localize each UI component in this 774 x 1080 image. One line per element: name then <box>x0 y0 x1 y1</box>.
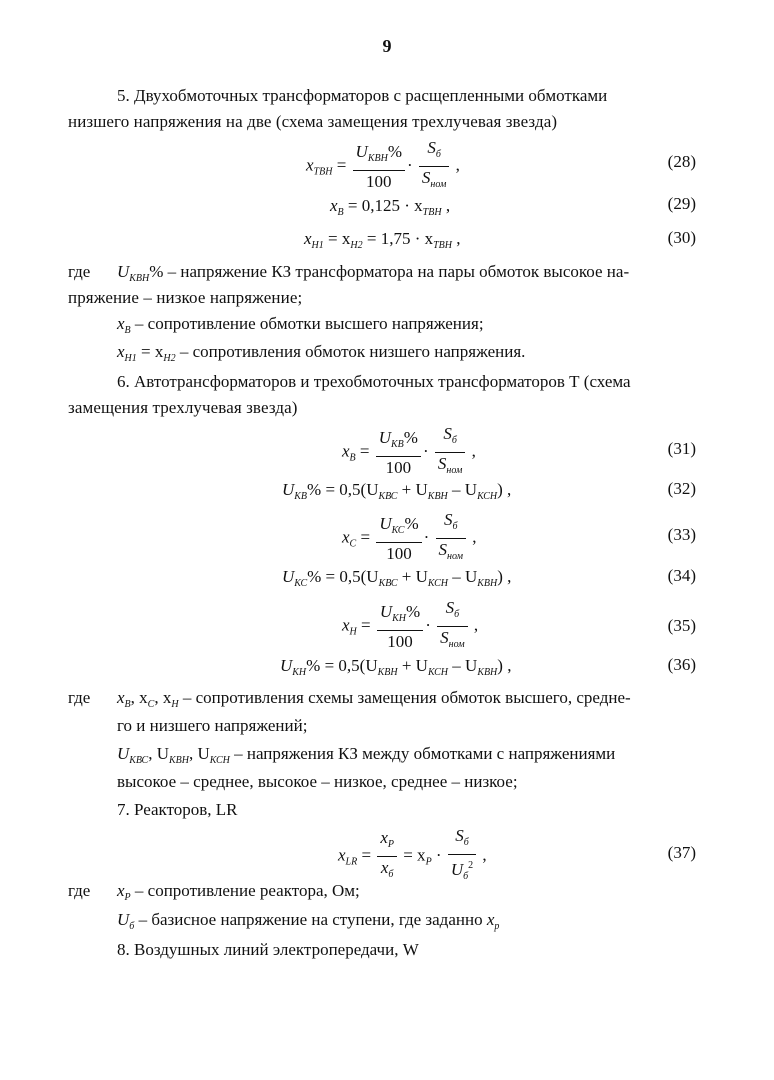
where1-line2: $x_В$ – сопротивление обмотки высшего напряжения; <box>117 314 484 336</box>
where3-line2: $U_б$ – базисное напряжение на ступени, где заданно $x_р$ <box>117 910 500 932</box>
where2-line1b: го и низшего напряжений; <box>117 716 308 735</box>
equation-35-number: (35) <box>667 616 696 635</box>
where-label: где <box>68 262 91 281</box>
equation-36-number: (36) <box>667 655 696 674</box>
equation-33: $x_С$ = $\frac{U_{КС}\%}{100}$ · $\frac{S_б}{S_{ном}}$ , <box>342 510 477 563</box>
equation-37: $x_{LR}$ = $\frac{x_Р}{x_б}$ = $x_Р$ · $\frac{S_б}{U_б^2}$ , <box>338 826 487 882</box>
section6-line2: замещения трехлучевая звезда) <box>68 398 298 417</box>
where-label: где <box>68 881 91 900</box>
where3-line1: $x_Р$ – сопротивление реактора, Ом; <box>117 881 360 903</box>
section5-line1: 5. Двухобмоточных трансформаторов с расщепленными обмотками <box>117 86 608 105</box>
where1-line3: $x_{Н1} = x_{Н2}$ – сопротивления обмоток низшего напряжения. <box>117 342 526 364</box>
where2-line1: $x_В$, $x_С$, $x_Н$ – сопротивления схемы замещения обмоток высшего, средне- <box>117 688 631 710</box>
equation-36: $U_{КН}\% = 0,5(U_{КВН} + U_{КСН} - U_{КВН})$ , <box>280 656 512 678</box>
equation-31: $x_В$ = $\frac{U_{КВ}\%}{100}$ · $\frac{S_б}{S_{ном}}$ , <box>342 424 476 477</box>
section5-line2: низшего напряжения на две (схема замещения трехлучевая звезда) <box>68 112 558 131</box>
where-label: где <box>68 688 91 707</box>
equation-28-number: (28) <box>667 152 696 171</box>
equation-30: $x_{Н1} = x_{Н2} = 1,75 \cdot x_{ТВН}$ , <box>304 229 461 251</box>
equation-34: $U_{КС}\% = 0,5(U_{КВС} + U_{КСН} - U_{КВН})$ , <box>282 567 512 589</box>
equation-28: $x_{ТВН}$ = $\frac{U_{КВН}\%}{100}$ · $\frac{S_б}{S_{ном}}$ , <box>306 138 460 191</box>
equation-29: $x_В = 0,125 \cdot x_{ТВН}$ , <box>330 196 451 218</box>
section7-line1: 7. Реакторов, LR <box>117 800 238 819</box>
equation-37-number: (37) <box>667 843 696 862</box>
where2-line2: $U_{КВС}$, $U_{КВН}$, $U_{КСН}$ – напряжения КЗ между обмотками с напряжениями <box>117 744 616 766</box>
equation-34-number: (34) <box>667 566 696 585</box>
equation-32-number: (32) <box>667 479 696 498</box>
where1-line1b: пряжение – низкое напряжение; <box>68 288 303 307</box>
equation-30-number: (30) <box>667 228 696 247</box>
page-number: 9 <box>382 36 392 56</box>
where1-line1: $U_{КВН}\%$ – напряжение КЗ трансформатора на пары обмоток высокое на- <box>117 262 630 284</box>
section8-line1: 8. Воздушных линий электропередачи, W <box>117 940 419 959</box>
where2-line2b: высокое – среднее, высокое – низкое, среднее – низкое; <box>117 772 518 791</box>
equation-32: $U_{КВ}\% = 0,5(U_{КВС} + U_{КВН} - U_{КСН})$ , <box>282 480 512 502</box>
section6-line1: 6. Автотрансформаторов и трехобмоточных трансформаторов Т (схема <box>117 372 631 391</box>
equation-29-number: (29) <box>667 194 696 213</box>
equation-35: $x_Н$ = $\frac{U_{КН}\%}{100}$ · $\frac{S_б}{S_{ном}}$ , <box>342 598 479 651</box>
equation-31-number: (31) <box>667 439 696 458</box>
equation-33-number: (33) <box>667 525 696 544</box>
